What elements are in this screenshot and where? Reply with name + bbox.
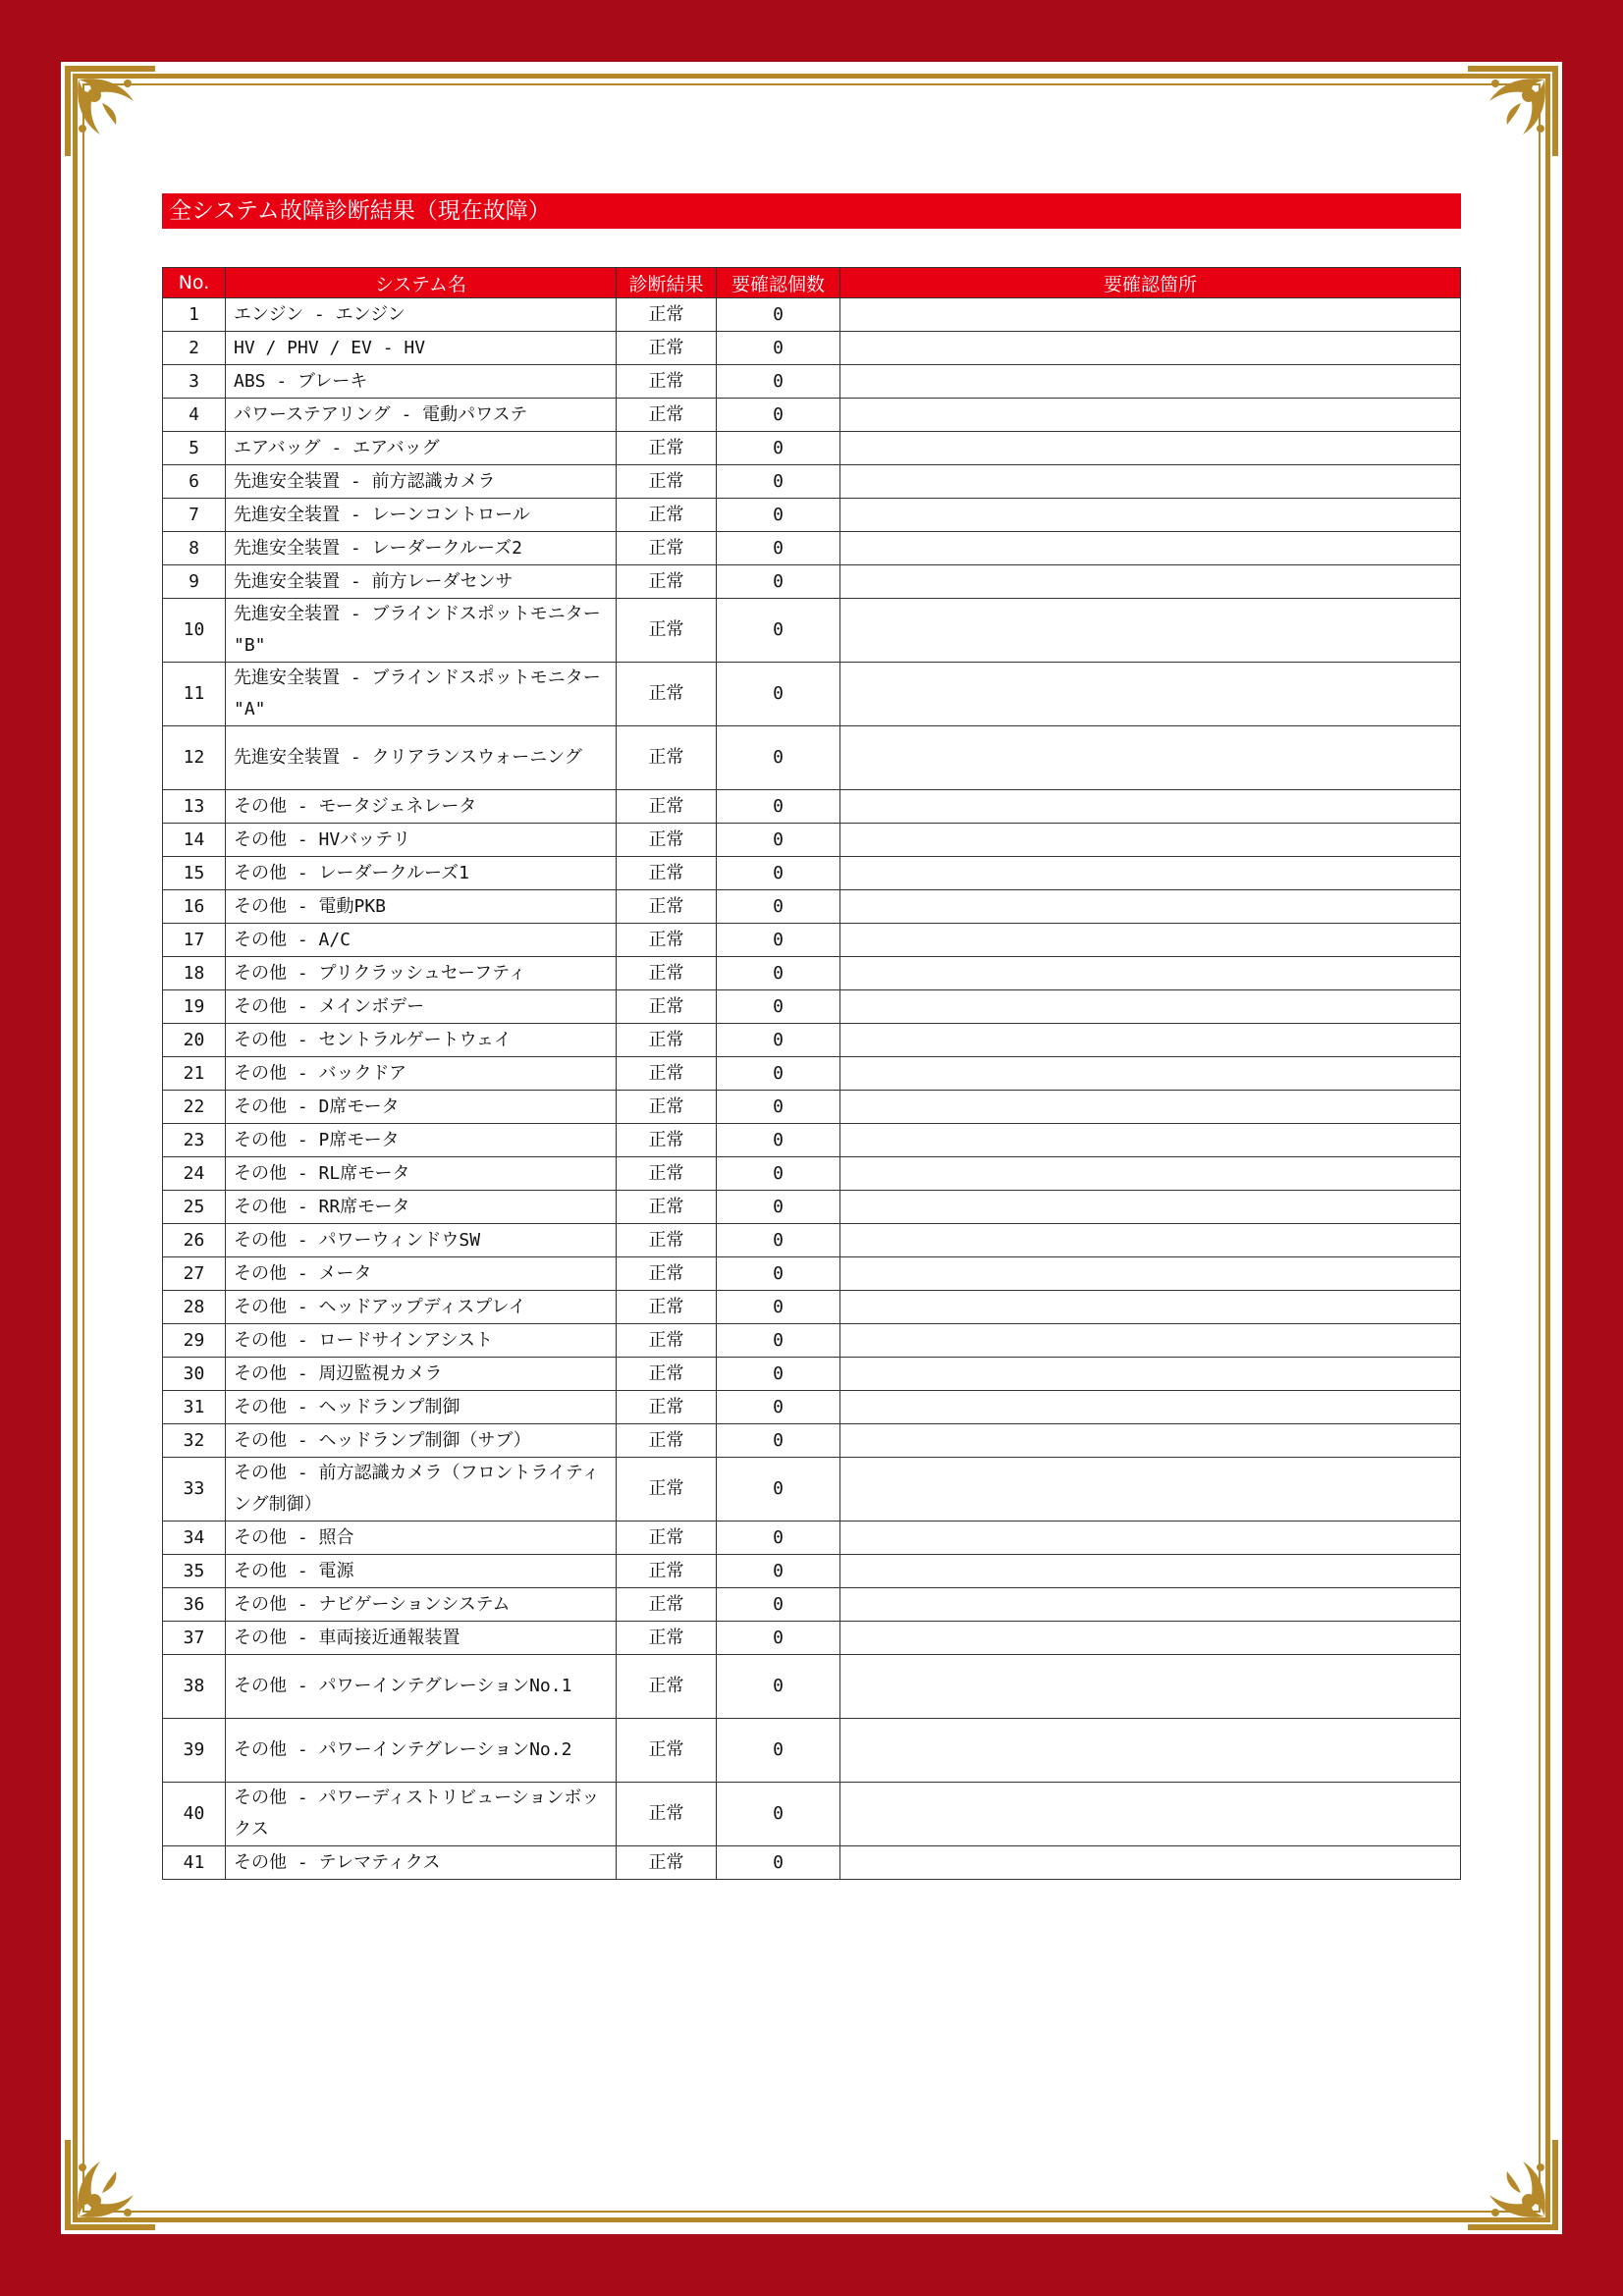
row-result: 正常 <box>617 1588 717 1622</box>
row-result: 正常 <box>617 332 717 365</box>
row-system-name: その他 - ヘッドランプ制御（サブ） <box>226 1424 617 1458</box>
row-no: 39 <box>163 1719 226 1783</box>
row-check-location <box>840 565 1461 599</box>
row-system-name: その他 - レーダークルーズ1 <box>226 857 617 890</box>
row-result: 正常 <box>617 298 717 332</box>
report-title: 全システム故障診断結果（現在故障） <box>162 193 1461 229</box>
row-system-name: その他 - パワーウィンドウSW <box>226 1224 617 1257</box>
row-no: 9 <box>163 565 226 599</box>
table-row <box>163 298 1461 332</box>
row-check-count: 0 <box>717 1124 840 1157</box>
row-check-location <box>840 1588 1461 1622</box>
table-row <box>163 1588 1461 1622</box>
row-result: 正常 <box>617 1324 717 1358</box>
row-check-count: 0 <box>717 1783 840 1846</box>
row-check-location <box>840 332 1461 365</box>
row-check-count: 0 <box>717 1291 840 1324</box>
header-check-count: 要確認個数 <box>717 268 840 298</box>
row-result: 正常 <box>617 1257 717 1291</box>
row-no: 13 <box>163 790 226 824</box>
row-system-name: その他 - メインボデー <box>226 990 617 1024</box>
table-row <box>163 499 1461 532</box>
row-check-location <box>840 1522 1461 1555</box>
row-check-count: 0 <box>717 599 840 663</box>
row-check-count: 0 <box>717 890 840 924</box>
table-row <box>163 1622 1461 1655</box>
row-result: 正常 <box>617 1655 717 1719</box>
row-check-count: 0 <box>717 924 840 957</box>
row-check-location <box>840 1655 1461 1719</box>
row-check-count: 0 <box>717 857 840 890</box>
row-system-name: その他 - セントラルゲートウェイ <box>226 1024 617 1057</box>
row-system-name: その他 - ナビゲーションシステム <box>226 1588 617 1622</box>
row-system-name: その他 - パワーインテグレーションNo.1 <box>226 1655 617 1719</box>
table-row <box>163 663 1461 726</box>
table-row <box>163 1024 1461 1057</box>
row-check-location <box>840 1622 1461 1655</box>
row-check-count: 0 <box>717 1324 840 1358</box>
row-check-count: 0 <box>717 663 840 726</box>
row-check-count: 0 <box>717 1555 840 1588</box>
row-no: 40 <box>163 1783 226 1846</box>
row-system-name: その他 - 前方認識カメラ（フロントライティング制御） <box>226 1458 617 1522</box>
row-no: 16 <box>163 890 226 924</box>
table-row <box>163 1157 1461 1191</box>
row-result: 正常 <box>617 1224 717 1257</box>
row-check-location <box>840 890 1461 924</box>
table-row <box>163 790 1461 824</box>
row-no: 2 <box>163 332 226 365</box>
row-check-count: 0 <box>717 1424 840 1458</box>
table-row <box>163 1224 1461 1257</box>
row-result: 正常 <box>617 499 717 532</box>
table-row <box>163 365 1461 399</box>
row-check-count: 0 <box>717 1157 840 1191</box>
row-no: 15 <box>163 857 226 890</box>
row-check-count: 0 <box>717 1358 840 1391</box>
row-check-count: 0 <box>717 1024 840 1057</box>
row-check-count: 0 <box>717 1655 840 1719</box>
row-check-count: 0 <box>717 726 840 790</box>
row-result: 正常 <box>617 465 717 499</box>
row-no: 6 <box>163 465 226 499</box>
row-result: 正常 <box>617 1358 717 1391</box>
row-no: 35 <box>163 1555 226 1588</box>
table-row <box>163 924 1461 957</box>
row-check-location <box>840 399 1461 432</box>
row-no: 20 <box>163 1024 226 1057</box>
row-system-name: その他 - パワーディストリビューションボックス <box>226 1783 617 1846</box>
row-no: 12 <box>163 726 226 790</box>
row-result: 正常 <box>617 432 717 465</box>
row-system-name: その他 - ヘッドランプ制御 <box>226 1391 617 1424</box>
row-no: 3 <box>163 365 226 399</box>
row-result: 正常 <box>617 1622 717 1655</box>
row-check-location <box>840 726 1461 790</box>
row-result: 正常 <box>617 924 717 957</box>
row-check-location <box>840 790 1461 824</box>
row-system-name: その他 - D席モータ <box>226 1091 617 1124</box>
row-check-count: 0 <box>717 332 840 365</box>
row-no: 34 <box>163 1522 226 1555</box>
row-check-location <box>840 532 1461 565</box>
row-check-count: 0 <box>717 1091 840 1124</box>
table-row <box>163 857 1461 890</box>
row-result: 正常 <box>617 532 717 565</box>
row-no: 19 <box>163 990 226 1024</box>
row-no: 41 <box>163 1846 226 1880</box>
row-check-count: 0 <box>717 1458 840 1522</box>
row-no: 7 <box>163 499 226 532</box>
table-row <box>163 990 1461 1024</box>
row-check-count: 0 <box>717 532 840 565</box>
row-check-location <box>840 1719 1461 1783</box>
row-system-name: その他 - 車両接近通報装置 <box>226 1622 617 1655</box>
row-result: 正常 <box>617 726 717 790</box>
row-check-location <box>840 365 1461 399</box>
row-result: 正常 <box>617 399 717 432</box>
row-check-location <box>840 465 1461 499</box>
row-check-location <box>840 1358 1461 1391</box>
table-row <box>163 432 1461 465</box>
row-no: 1 <box>163 298 226 332</box>
row-no: 4 <box>163 399 226 432</box>
row-system-name: ABS - ブレーキ <box>226 365 617 399</box>
row-result: 正常 <box>617 1424 717 1458</box>
row-system-name: その他 - A/C <box>226 924 617 957</box>
row-system-name: その他 - ヘッドアップディスプレイ <box>226 1291 617 1324</box>
row-check-location <box>840 824 1461 857</box>
row-check-location <box>840 1291 1461 1324</box>
table-header-row <box>163 268 1461 298</box>
row-system-name: エンジン - エンジン <box>226 298 617 332</box>
row-system-name: HV / PHV / EV - HV <box>226 332 617 365</box>
row-no: 18 <box>163 957 226 990</box>
table-row <box>163 1783 1461 1846</box>
row-check-count: 0 <box>717 1622 840 1655</box>
row-result: 正常 <box>617 1522 717 1555</box>
table-row <box>163 824 1461 857</box>
table-row <box>163 599 1461 663</box>
corner-ornament-icon <box>1468 2140 1558 2230</box>
row-check-location <box>840 1191 1461 1224</box>
table-row <box>163 1191 1461 1224</box>
table-row <box>163 1057 1461 1091</box>
row-no: 14 <box>163 824 226 857</box>
row-result: 正常 <box>617 824 717 857</box>
row-result: 正常 <box>617 1024 717 1057</box>
row-no: 30 <box>163 1358 226 1391</box>
table-row <box>163 1324 1461 1358</box>
row-check-count: 0 <box>717 1257 840 1291</box>
table-row <box>163 1555 1461 1588</box>
row-check-count: 0 <box>717 790 840 824</box>
table-row <box>163 1458 1461 1522</box>
row-system-name: その他 - テレマティクス <box>226 1846 617 1880</box>
table-row <box>163 1391 1461 1424</box>
row-no: 27 <box>163 1257 226 1291</box>
row-no: 33 <box>163 1458 226 1522</box>
row-system-name: その他 - モータジェネレータ <box>226 790 617 824</box>
row-check-location <box>840 298 1461 332</box>
corner-ornament-icon <box>65 66 155 156</box>
row-check-location <box>840 1846 1461 1880</box>
row-check-location <box>840 499 1461 532</box>
row-check-count: 0 <box>717 432 840 465</box>
row-check-location <box>840 1057 1461 1091</box>
header-no: No. <box>163 268 226 298</box>
row-result: 正常 <box>617 1391 717 1424</box>
table-row <box>163 1846 1461 1880</box>
row-system-name: その他 - P席モータ <box>226 1124 617 1157</box>
row-result: 正常 <box>617 565 717 599</box>
row-result: 正常 <box>617 890 717 924</box>
row-system-name: その他 - パワーインテグレーションNo.2 <box>226 1719 617 1783</box>
row-check-location <box>840 924 1461 957</box>
corner-ornament-icon <box>65 2140 155 2230</box>
row-check-count: 0 <box>717 399 840 432</box>
row-check-count: 0 <box>717 1719 840 1783</box>
table-row <box>163 565 1461 599</box>
row-no: 36 <box>163 1588 226 1622</box>
row-check-location <box>840 1458 1461 1522</box>
row-check-location <box>840 1157 1461 1191</box>
row-result: 正常 <box>617 1846 717 1880</box>
row-result: 正常 <box>617 1124 717 1157</box>
row-result: 正常 <box>617 790 717 824</box>
row-no: 28 <box>163 1291 226 1324</box>
row-result: 正常 <box>617 1555 717 1588</box>
row-result: 正常 <box>617 957 717 990</box>
row-system-name: その他 - 周辺監視カメラ <box>226 1358 617 1391</box>
row-check-location <box>840 1224 1461 1257</box>
row-result: 正常 <box>617 1291 717 1324</box>
row-no: 29 <box>163 1324 226 1358</box>
row-check-count: 0 <box>717 1191 840 1224</box>
row-no: 22 <box>163 1091 226 1124</box>
table-row <box>163 465 1461 499</box>
corner-ornament-icon <box>1468 66 1558 156</box>
row-check-count: 0 <box>717 957 840 990</box>
row-check-count: 0 <box>717 1057 840 1091</box>
row-check-count: 0 <box>717 565 840 599</box>
row-system-name: その他 - RL席モータ <box>226 1157 617 1191</box>
row-check-location <box>840 1555 1461 1588</box>
row-system-name: パワーステアリング - 電動パワステ <box>226 399 617 432</box>
row-no: 10 <box>163 599 226 663</box>
row-no: 23 <box>163 1124 226 1157</box>
table-row <box>163 957 1461 990</box>
row-no: 24 <box>163 1157 226 1191</box>
row-system-name: その他 - ロードサインアシスト <box>226 1324 617 1358</box>
row-system-name: 先進安全装置 - 前方レーダセンサ <box>226 565 617 599</box>
row-check-location <box>840 663 1461 726</box>
row-check-count: 0 <box>717 465 840 499</box>
row-result: 正常 <box>617 365 717 399</box>
row-check-count: 0 <box>717 1588 840 1622</box>
table-row <box>163 332 1461 365</box>
header-system-name: システム名 <box>226 268 617 298</box>
row-no: 5 <box>163 432 226 465</box>
row-check-count: 0 <box>717 990 840 1024</box>
row-check-location <box>840 1424 1461 1458</box>
row-check-count: 0 <box>717 1846 840 1880</box>
row-check-location <box>840 1324 1461 1358</box>
row-check-count: 0 <box>717 365 840 399</box>
row-check-count: 0 <box>717 1391 840 1424</box>
table-row <box>163 399 1461 432</box>
row-check-location <box>840 432 1461 465</box>
row-check-location <box>840 1024 1461 1057</box>
row-result: 正常 <box>617 1157 717 1191</box>
row-system-name: その他 - バックドア <box>226 1057 617 1091</box>
diagnosis-results-table <box>162 267 1461 1880</box>
row-no: 32 <box>163 1424 226 1458</box>
row-result: 正常 <box>617 1458 717 1522</box>
row-result: 正常 <box>617 1057 717 1091</box>
row-check-count: 0 <box>717 499 840 532</box>
row-no: 11 <box>163 663 226 726</box>
row-check-location <box>840 1091 1461 1124</box>
table-row <box>163 726 1461 790</box>
row-system-name: その他 - 照合 <box>226 1522 617 1555</box>
row-system-name: その他 - HVバッテリ <box>226 824 617 857</box>
row-system-name: 先進安全装置 - レーダークルーズ2 <box>226 532 617 565</box>
row-check-count: 0 <box>717 824 840 857</box>
row-system-name: 先進安全装置 - レーンコントロール <box>226 499 617 532</box>
row-check-location <box>840 857 1461 890</box>
row-no: 38 <box>163 1655 226 1719</box>
row-check-location <box>840 1391 1461 1424</box>
row-system-name: その他 - 電動PKB <box>226 890 617 924</box>
table-row <box>163 1124 1461 1157</box>
table-row <box>163 1522 1461 1555</box>
row-check-location <box>840 1783 1461 1846</box>
row-no: 8 <box>163 532 226 565</box>
row-result: 正常 <box>617 990 717 1024</box>
row-check-location <box>840 990 1461 1024</box>
row-check-location <box>840 957 1461 990</box>
row-check-count: 0 <box>717 1522 840 1555</box>
row-no: 37 <box>163 1622 226 1655</box>
row-check-location <box>840 1124 1461 1157</box>
row-result: 正常 <box>617 1719 717 1783</box>
header-check-location: 要確認箇所 <box>840 268 1461 298</box>
row-check-count: 0 <box>717 298 840 332</box>
row-no: 26 <box>163 1224 226 1257</box>
table-row <box>163 890 1461 924</box>
row-no: 17 <box>163 924 226 957</box>
row-check-count: 0 <box>717 1224 840 1257</box>
table-row <box>163 1358 1461 1391</box>
row-no: 21 <box>163 1057 226 1091</box>
header-result: 診断結果 <box>617 268 717 298</box>
row-system-name: その他 - プリクラッシュセーフティ <box>226 957 617 990</box>
table-row <box>163 1655 1461 1719</box>
table-row <box>163 1291 1461 1324</box>
row-system-name: エアバッグ - エアバッグ <box>226 432 617 465</box>
row-result: 正常 <box>617 1091 717 1124</box>
table-row <box>163 1091 1461 1124</box>
row-result: 正常 <box>617 663 717 726</box>
row-system-name: 先進安全装置 - 前方認識カメラ <box>226 465 617 499</box>
row-no: 31 <box>163 1391 226 1424</box>
row-result: 正常 <box>617 599 717 663</box>
table-row <box>163 1257 1461 1291</box>
row-system-name: 先進安全装置 - クリアランスウォーニング <box>226 726 617 790</box>
table-row <box>163 532 1461 565</box>
table-row <box>163 1424 1461 1458</box>
row-system-name: その他 - メータ <box>226 1257 617 1291</box>
row-check-location <box>840 599 1461 663</box>
table-row <box>163 1719 1461 1783</box>
row-no: 25 <box>163 1191 226 1224</box>
row-system-name: その他 - 電源 <box>226 1555 617 1588</box>
row-system-name: 先進安全装置 - ブラインドスポットモニター "A" <box>226 663 617 726</box>
row-system-name: その他 - RR席モータ <box>226 1191 617 1224</box>
row-system-name: 先進安全装置 - ブラインドスポットモニター "B" <box>226 599 617 663</box>
row-result: 正常 <box>617 1191 717 1224</box>
row-result: 正常 <box>617 857 717 890</box>
row-result: 正常 <box>617 1783 717 1846</box>
report-page <box>61 62 1562 2234</box>
row-check-location <box>840 1257 1461 1291</box>
